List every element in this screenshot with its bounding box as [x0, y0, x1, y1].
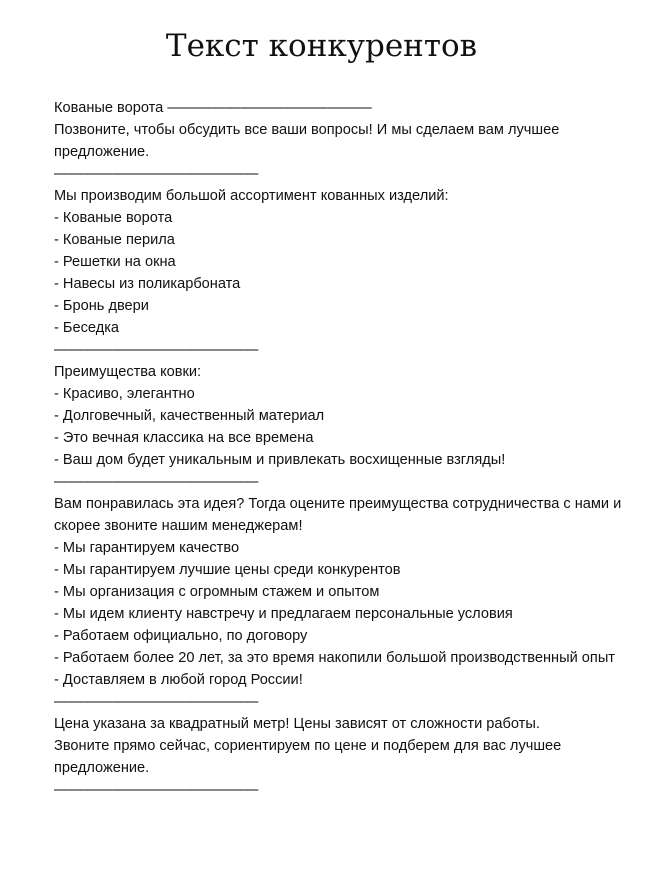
- text-line: Вам понравилась эта идея? Тогда оцените преимущества сотрудничества с нами и: [54, 496, 622, 512]
- text-line: Преимущества ковки:: [54, 364, 202, 380]
- list-item: - Мы организация с огромным стажем и опытом: [54, 584, 380, 600]
- list-item: - Бронь двери: [54, 298, 149, 314]
- list-item: - Работаем более 20 лет, за это время накопили большой производственный опыт: [54, 650, 615, 666]
- list-item: - Ваш дом будет уникальным и привлекать восхищенные взгляды!: [54, 452, 506, 468]
- list-item: - Работаем официально, по договору: [54, 628, 308, 644]
- divider-line: ——————————————: [54, 474, 259, 490]
- list-item: - Беседка: [54, 320, 120, 336]
- divider-line: ——————————————: [54, 694, 259, 710]
- text-line: предложение.: [54, 760, 150, 776]
- list-item: - Навесы из поликарбоната: [54, 276, 241, 292]
- list-item: - Это вечная классика на все времена: [54, 430, 314, 446]
- text-line: Звоните прямо сейчас, сориентируем по цене и подберем для вас лучшее: [54, 738, 562, 754]
- text-line: Кованые ворота ——————————————: [54, 100, 372, 116]
- list-item: - Доставляем в любой город России!: [54, 672, 303, 688]
- divider-line: ——————————————: [54, 782, 259, 798]
- list-item: - Мы идем клиенту навстречу и предлагаем персональные условия: [54, 606, 513, 622]
- list-item: - Кованые перила: [54, 232, 175, 248]
- list-item: - Решетки на окна: [54, 254, 176, 270]
- list-item: - Долговечный, качественный материал: [54, 408, 325, 424]
- divider-line: ——————————————: [54, 166, 259, 182]
- text-line: Цена указана за квадратный метр! Цены зависят от сложности работы.: [54, 716, 540, 732]
- text-line: Мы производим большой ассортимент кованных изделий:: [54, 188, 449, 204]
- text-line: Позвоните, чтобы обсудить все ваши вопросы! И мы сделаем вам лучшее: [54, 122, 560, 138]
- text-line: предложение.: [54, 144, 150, 160]
- list-item: - Мы гарантируем лучшие цены среди конкурентов: [54, 562, 401, 578]
- page-title: Текст конкурентов: [165, 28, 478, 64]
- divider-line: ——————————————: [54, 342, 259, 358]
- text-line: скорее звоните нашим менеджерам!: [54, 518, 303, 534]
- list-item: - Мы гарантируем качество: [54, 540, 240, 556]
- list-item: - Красиво, элегантно: [54, 386, 195, 402]
- competitor-text-body: [54, 97, 666, 801]
- list-item: - Кованые ворота: [54, 210, 173, 226]
